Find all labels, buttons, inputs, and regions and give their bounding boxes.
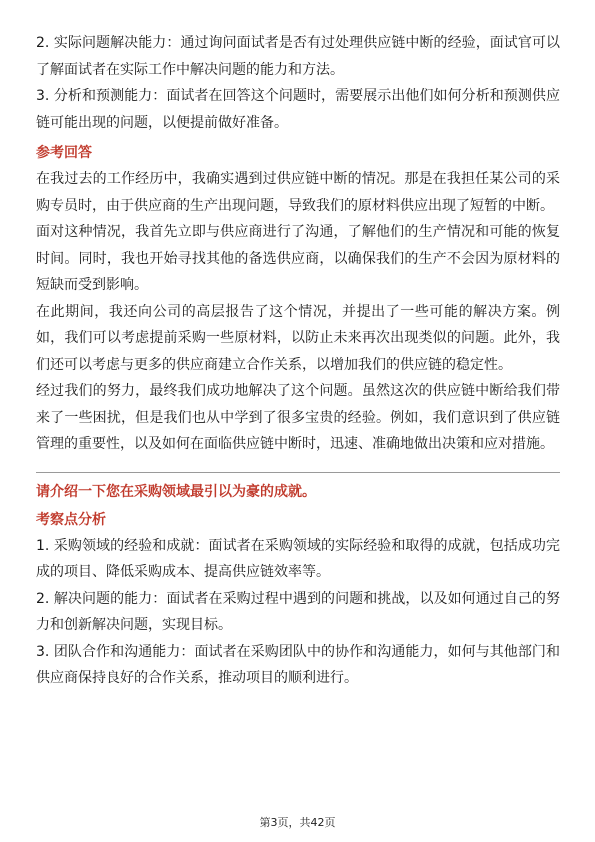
section-divider: [36, 472, 560, 473]
analysis-heading: 考察点分析: [36, 511, 106, 528]
reference-answer-heading: 参考回答: [36, 145, 92, 161]
analysis-item-2: 2. 解决问题的能力：面试者在采购过程中遇到的问题和挑战，以及如何通过自己的努力和创新解决问题，实现目标。: [36, 590, 560, 633]
question-title: 请介绍一下您在采购领域最引以为豪的成就。: [36, 483, 316, 500]
analysis-item-3: 3. 团队合作和沟通能力：面试者在采购团队中的协作和沟通能力，如何与其他部门和供应商保持良好的合作关系，推动项目的顺利进行。: [36, 643, 560, 686]
reference-answer-body: [36, 166, 560, 458]
analysis-item-1: 1. 采购领域的经验和成就：面试者在采购领域的实际经验和取得的成就，包括成功完成的项目、降低采购成本、提高供应链效率等。: [36, 537, 560, 580]
analysis-list-continued: [36, 30, 560, 136]
document-page: [36, 30, 560, 692]
answer-paragraph-1: 在我过去的工作经历中，我确实遇到过供应链中断的情况。那是在我担任某公司的采购专员时，由于供应商的生产出现问题，导致我们的原材料供应出现了短暂的中断。: [36, 171, 560, 214]
answer-paragraph-3: 在此期间，我还向公司的高层报告了这个情况，并提出了一些可能的解决方案。例如，我们可以考虑提前采购一些原材料，以防止未来再次出现类似的问题。此外，我们还可以考虑与更多的供应商建立合作关系，以增加我们的供应链的稳定性。: [36, 303, 560, 373]
answer-paragraph-2: 面对这种情况，我首先立即与供应商进行了沟通，了解他们的生产情况和可能的恢复时间。同时，我也开始寻找其他的备选供应商，以确保我们的生产不会因为原材料的短缺而受到影响。: [36, 224, 560, 293]
analysis-list: [36, 533, 560, 692]
analysis-point-2: 2. 实际问题解决能力：通过询问面试者是否有过处理供应链中断的经验，面试官可以了解面试者在实际工作中解决问题的能力和方法。: [36, 35, 560, 78]
answer-paragraph-4: 经过我们的努力，最终我们成功地解决了这个问题。虽然这次的供应链中断给我们带来了一些困扰，但是我们也从中学到了很多宝贵的经验。例如，我们意识到了供应链管理的重要性，以及如何在面临供应链中断时，迅速、准确地做出决策和应对措施。: [36, 383, 560, 452]
analysis-point-3: 3. 分析和预测能力：面试者在回答这个问题时，需要展示出他们如何分析和预测供应链可能出现的问题，以便提前做好准备。: [36, 88, 560, 131]
page-number: 第3页，共42页: [259, 816, 336, 829]
